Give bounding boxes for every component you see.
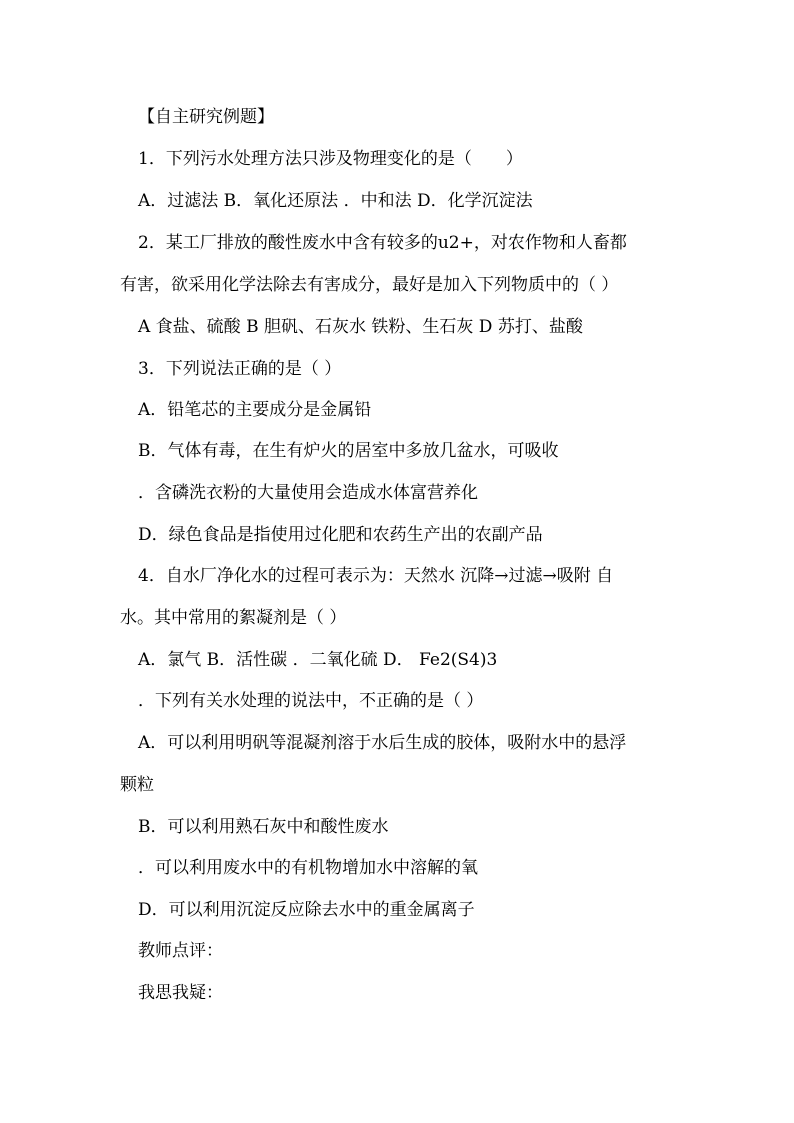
question-2-options: A 食盐、硫酸 B 胆矾、石灰水 铁粉、生石灰 D 苏打、盐酸 <box>138 317 583 337</box>
question-2-stem: 2．某工厂排放的酸性废水中含有较多的u2+，对农作物和人畜都 <box>138 233 627 253</box>
question-1-options: A．过滤法 B．氧化还原法 ．中和法 D．化学沉淀法 <box>138 191 533 211</box>
self-question-label: 我思我疑： <box>138 983 223 1003</box>
question-3-option-b: B．气体有毒，在生有炉火的居室中多放几盆水，可吸收 <box>138 441 559 461</box>
question-5-option-c: ．可以利用废水中的有机物增加水中溶解的氧 <box>138 858 478 878</box>
question-1-stem: 1．下列污水处理方法只涉及物理变化的是（ ） <box>138 149 523 169</box>
question-4-stem-cont: 水。其中常用的絮凝剂是（ ） <box>120 608 347 628</box>
question-3-option-a: A．铅笔芯的主要成分是金属铅 <box>138 400 372 420</box>
question-5-option-a: A．可以利用明矾等混凝剂溶于水后生成的胶体，吸附水中的悬浮 <box>138 733 627 753</box>
question-5-option-b: B．可以利用熟石灰中和酸性废水 <box>138 817 389 837</box>
question-5-option-a-cont: 颗粒 <box>120 775 154 795</box>
question-5-option-d: D．可以利用沉淀反应除去水中的重金属离子 <box>138 900 475 920</box>
question-3-stem: 3．下列说法正确的是（ ） <box>138 359 342 379</box>
question-3-option-d: D．绿色食品是指使用过化肥和农药生产出的农副产品 <box>138 525 543 545</box>
question-2-stem-cont: 有害，欲采用化学法除去有害成分，最好是加入下列物质中的（ ） <box>120 275 619 295</box>
section-title: 【自主研究例题】 <box>138 107 274 127</box>
question-4-stem: 4．自水厂净化水的过程可表示为：天然水 沉降→过滤→吸附 自 <box>138 566 614 586</box>
question-3-option-c: ．含磷洗衣粉的大量使用会造成水体富营养化 <box>138 483 478 503</box>
teacher-comment-label: 教师点评： <box>138 941 223 961</box>
question-4-options: A．氯气 B．活性碳 ．二氧化硫 D． Fe2(S4)3 <box>138 650 498 670</box>
question-5-stem: ．下列有关水处理的说法中，不正确的是（ ） <box>138 691 484 711</box>
